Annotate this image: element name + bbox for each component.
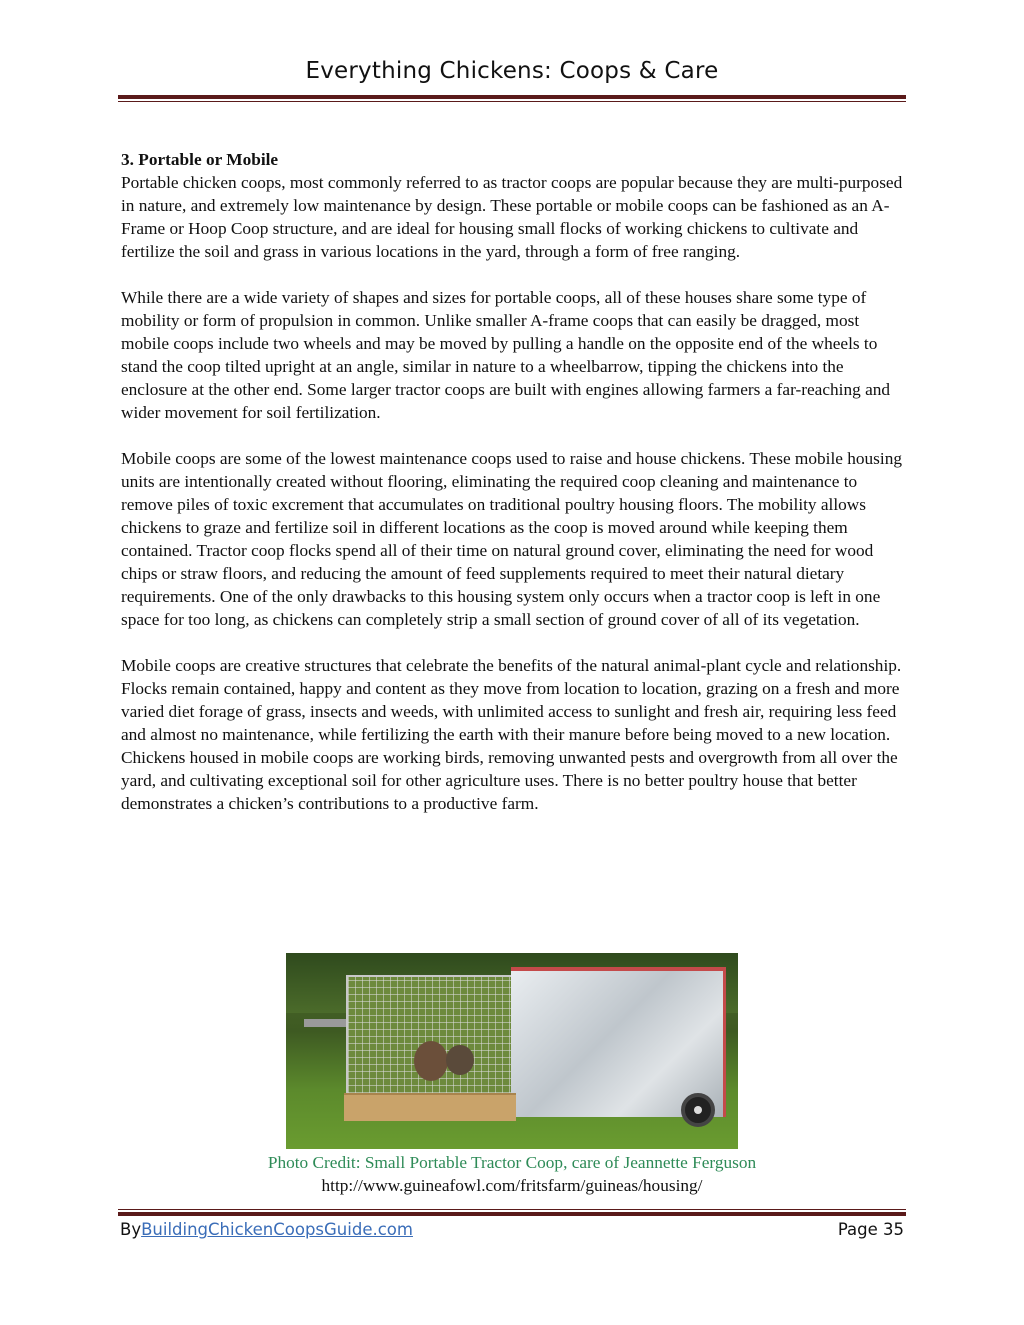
- article-body: [121, 148, 907, 838]
- guinea-fowl: [446, 1045, 474, 1075]
- wheel-icon: [681, 1093, 715, 1127]
- paragraph-3: Mobile coops are some of the lowest maintenance coops used to raise and house chickens. These mobile housing units are intentionally created without flooring, eliminating the required coop cleaning and maintenance to remove piles of toxic excrement that accumulates on traditional poultry housing floors. The mobility allows chickens to graze and fertilize soil in different locations as the coop is moved around while keeping them contained. Tractor coop flocks spend all of their time on natural ground cover, eliminating the need for wood chips or straw floors, and reducing the amount of feed supplements required to meet their natural dietary requirements. One of the only drawbacks to this housing system only occurs when a tractor coop is left in one space for too long, as chickens can completely strip a small section of ground cover of all of its vegetation.: [121, 449, 902, 629]
- wooden-base: [344, 1093, 516, 1121]
- footer-site-link[interactable]: BuildingChickenCoopsGuide.com: [141, 1220, 413, 1239]
- header-rule-thick: [118, 95, 906, 99]
- paragraph-1: Portable chicken coops, most commonly referred to as tractor coops are popular because they are multi-purposed in nature, and extremely low maintenance by design. These portable or mobile coops can be fashioned as an A-Frame or Hoop Coop structure, and are ideal for housing small flocks of working chickens to cultivate and fertilize the soil and grass in various locations in the yard, through a form of free ranging.: [121, 173, 903, 261]
- page-title: Everything Chickens: Coops & Care: [305, 58, 719, 84]
- photo-caption: [0, 1151, 1024, 1197]
- guinea-fowl: [414, 1041, 448, 1081]
- footer-rule-thick: [118, 1212, 906, 1216]
- section-heading: 3. Portable or Mobile: [121, 150, 279, 169]
- photo-url: http://www.guineafowl.com/fritsfarm/guineas/housing/: [321, 1176, 703, 1195]
- photo-credit: Photo Credit: Small Portable Tractor Coop, care of Jeannette Ferguson: [267, 1153, 757, 1172]
- page-number: Page 35: [837, 1220, 904, 1239]
- footer-by: By: [120, 1220, 142, 1239]
- page-footer: [120, 1220, 904, 1239]
- header-rule-thin: [118, 101, 906, 102]
- paragraph-4: Mobile coops are creative structures that celebrate the benefits of the natural animal-plant cycle and relationship. Flocks remain contained, happy and content as they move from location to location, grazing on a fresh and more varied diet forage of grass, insects and weeds, with unlimited access to sunlight and fresh air, requiring less feed and almost no maintenance, while fertilizing the earth with their manure before being moved to a new location. Chickens housed in mobile coops are working birds, removing unwanted pests and overgrowth from all over the yard, and cultivating exceptional soil for other agriculture uses. There is no better poultry house that better demonstrates a chicken’s contributions to a productive farm.: [121, 656, 902, 813]
- footer-rule-thin: [118, 1209, 906, 1210]
- tractor-coop-photo: [286, 953, 738, 1149]
- paragraph-2: While there are a wide variety of shapes and sizes for portable coops, all of these houses share some type of mobility or form of propulsion in common. Unlike smaller A-frame coops that can easily be dragged, most mobile coops include two wheels and may be moved by pulling a handle on the opposite end of the wheels to stand the coop tilted upright at an angle, similar in nature to a wheelbarrow, tipping the chickens into the enclosure at the other end. Some larger tractor coops are built with engines allowing farmers a far-reaching and wider movement for soil fertilization.: [121, 288, 891, 422]
